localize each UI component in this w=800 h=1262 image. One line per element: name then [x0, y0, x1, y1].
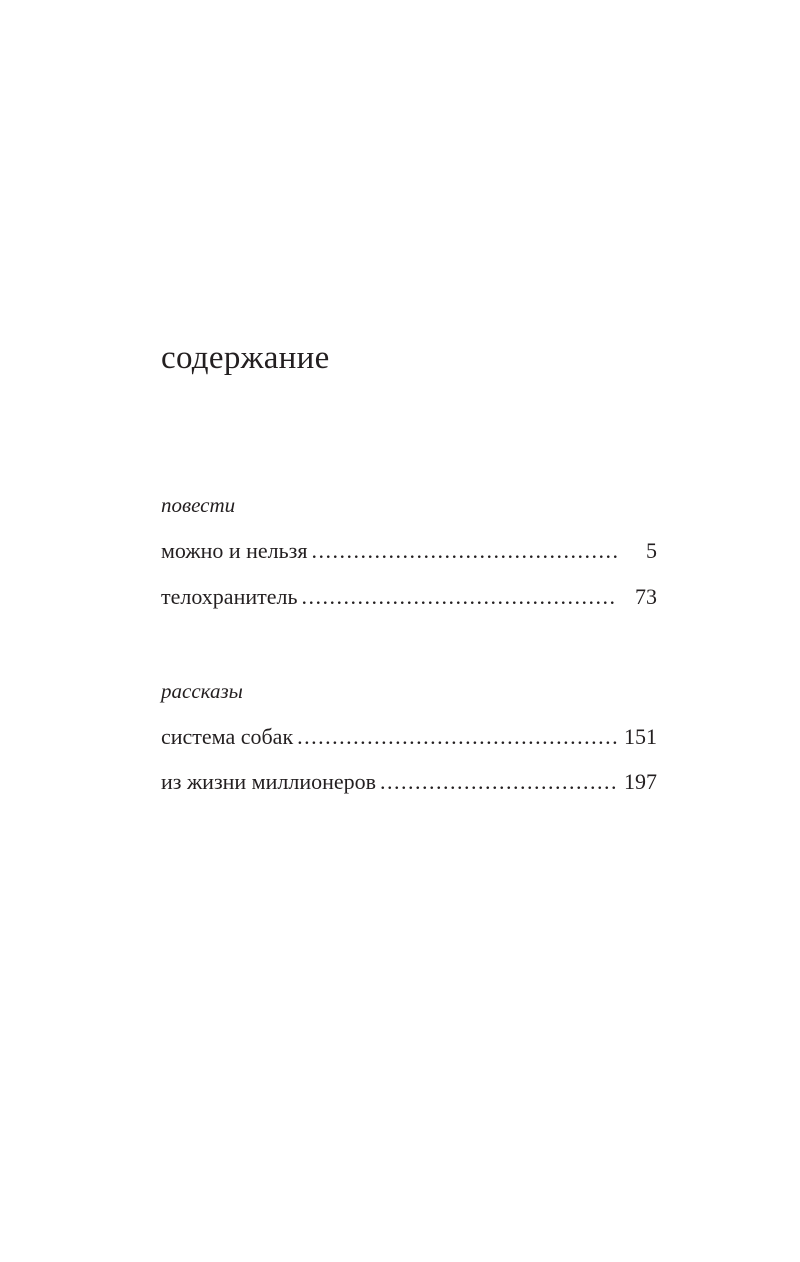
toc-entry-page-number: 73: [635, 584, 657, 609]
toc-entry-title: телохранитель: [161, 584, 298, 609]
toc-entry-page-number: 151: [624, 724, 657, 749]
toc-entry-title: из жизни миллионеров: [161, 769, 377, 794]
toc-entry[interactable]: [161, 720, 657, 754]
section-heading-povesti: повести: [161, 493, 236, 517]
toc-entry-title: система собак: [161, 724, 294, 749]
dot-leader: [293, 720, 617, 754]
toc-entry[interactable]: [161, 580, 657, 614]
toc-entry-page-number: 197: [624, 769, 657, 794]
toc-entry-page-number: 5: [646, 538, 657, 563]
section-heading-rasskazy: рассказы: [161, 679, 243, 703]
toc-entry[interactable]: [161, 765, 657, 799]
dot-leader: [298, 580, 617, 614]
dot-leader: [376, 765, 617, 799]
toc-entry-title: можно и нельзя: [161, 538, 308, 563]
toc-entry[interactable]: [161, 534, 657, 568]
dot-leader: [307, 534, 617, 568]
page-title: содержание: [161, 340, 330, 376]
